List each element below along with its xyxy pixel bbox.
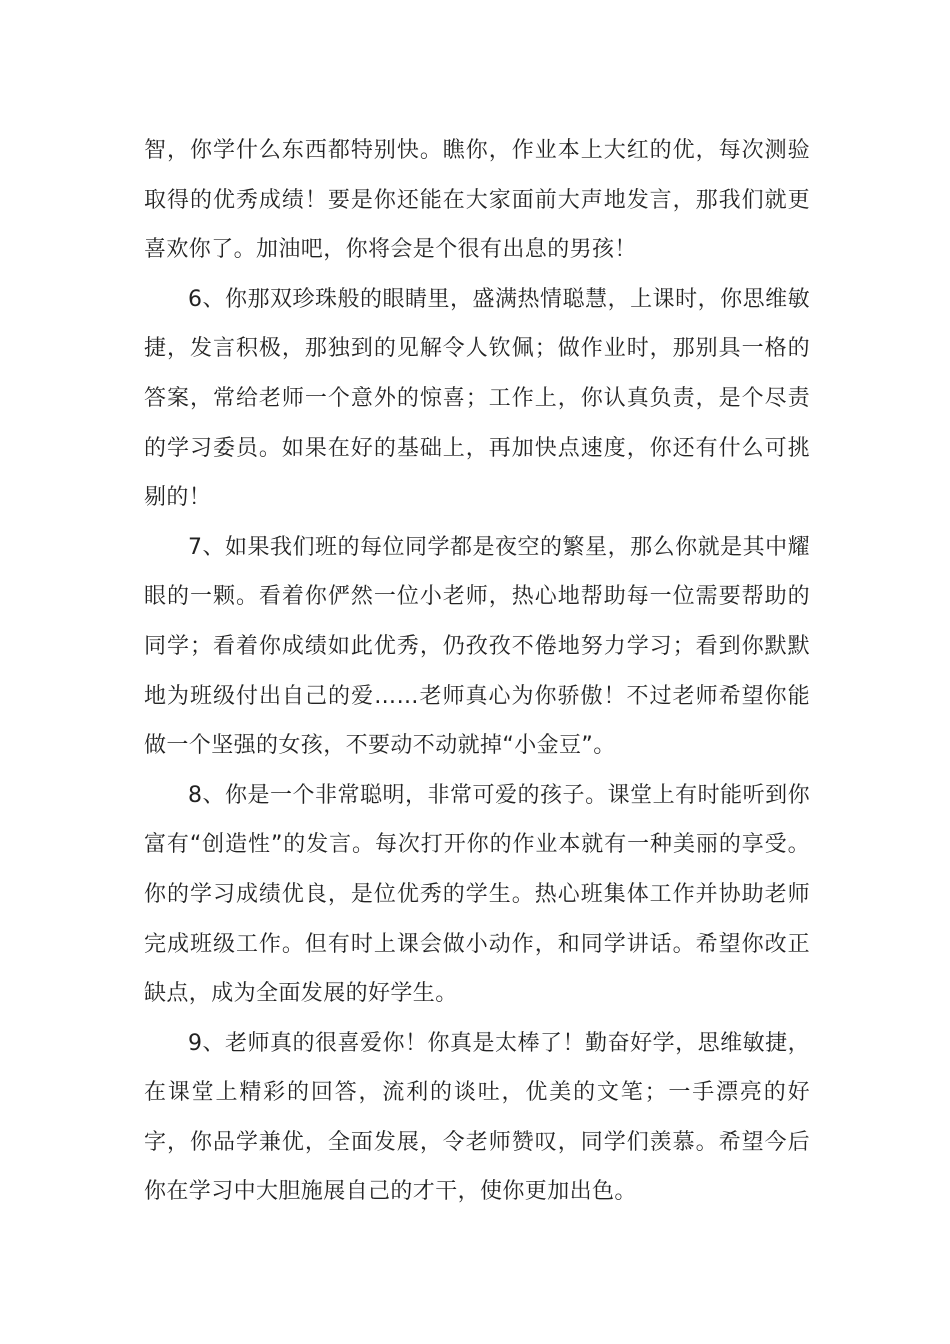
paragraph-comment-6: 6、你那双珍珠般的眼睛里，盛满热情聪慧，上课时，你思维敏捷，发言积极，那独到的见解令人钦佩；做作业时，那别具一格的答案，常给老师一个意外的惊喜；工作上，你认真负责，是个尽责的学习委员。如果在好的基础上，再加快点速度，你还有什么可挑剔的！ xyxy=(144,286,810,511)
document-body xyxy=(144,126,810,1217)
paragraph-comment-7: 7、如果我们班的每位同学都是夜空的繁星，那么你就是其中耀眼的一颗。看着你俨然一位小老师，热心地帮助每一位需要帮助的同学；看着你成绩如此优秀，仍孜孜不倦地努力学习；看到你默默地为班级付出自己的爱……老师真心为你骄傲！不过老师希望你能做一个坚强的女孩，不要动不动就掉“小金豆”。 xyxy=(144,534,810,759)
paragraph-comment-9: 9、老师真的很喜爱你！你真是太棒了！勤奋好学，思维敏捷，在课堂上精彩的回答，流利的谈吐，优美的文笔；一手漂亮的好字，你品学兼优，全面发展，令老师赞叹，同学们羡慕。希望今后你在学习中大胆施展自己的才干，使你更加出色。 xyxy=(144,1030,810,1205)
paragraph-continuation: 智，你学什么东西都特别快。瞧你，作业本上大红的优，每次测验取得的优秀成绩！要是你还能在大家面前大声地发言，那我们就更喜欢你了。加油吧，你将会是个很有出息的男孩！ xyxy=(144,138,810,263)
paragraph-comment-8: 8、你是一个非常聪明，非常可爱的孩子。课堂上有时能听到你富有“创造性”的发言。每次打开你的作业本就有一种美丽的享受。你的学习成绩优良，是位优秀的学生。热心班集体工作并协助老师完成班级工作。但有时上课会做小动作，和同学讲话。希望你改正缺点，成为全面发展的好学生。 xyxy=(144,782,810,1007)
